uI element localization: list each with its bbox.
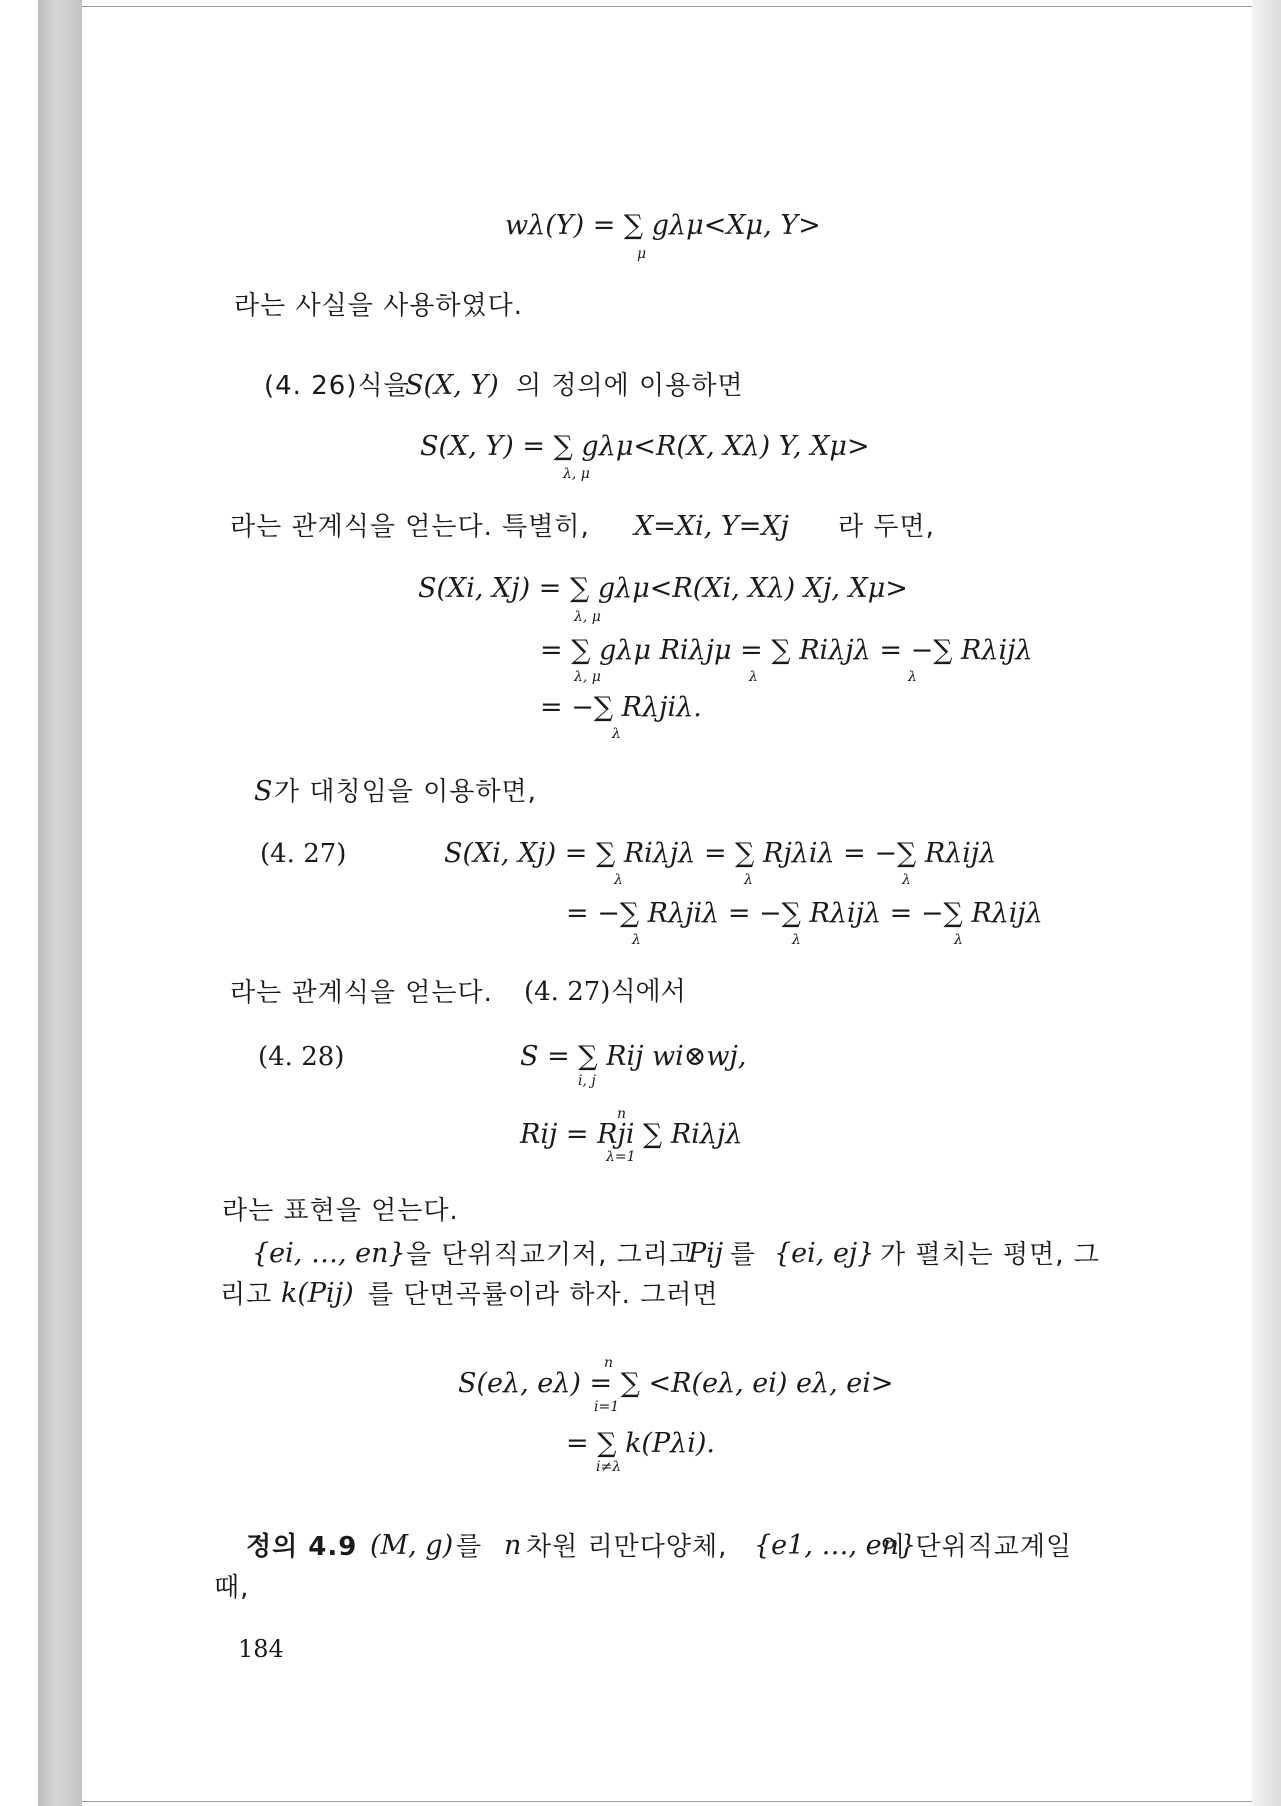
- math-fragment: Pij: [688, 1238, 724, 1269]
- math-fragment: n: [504, 1530, 522, 1561]
- sum-limit: λ, μ: [563, 466, 590, 482]
- sum-limit: λ=1: [606, 1149, 636, 1165]
- sum-limit: i=1: [594, 1399, 620, 1415]
- equation-main: S(X, Y) = ∑ gλμ<R(X, Xλ) Y, Xμ>: [420, 431, 870, 462]
- sum-limit: λ: [744, 872, 753, 888]
- equation-line-2: = ∑ gλμ Riλjμ = ∑ Riλjλ = −∑ Rλijλ: [540, 635, 1033, 666]
- equation-line-1: S(Xi, Xj) = ∑ Riλjλ = ∑ Rjλiλ = −∑ Rλijλ: [444, 838, 997, 869]
- text-fragment: 라는 관계식을 얻는다. 특별히,: [230, 512, 590, 542]
- text-fragment: 차원 리만다양체,: [526, 1532, 728, 1562]
- math-fragment: X=Xi, Y=Xj: [634, 511, 789, 542]
- text-fragment: 를: [456, 1532, 483, 1562]
- equation-line-1: S = ∑ Rij wi⊗wj,: [520, 1041, 747, 1072]
- sum-limit: λ: [954, 932, 963, 948]
- sum-limit: λ: [632, 932, 641, 948]
- text-fragment: 가 펼치는 평면, 그: [880, 1240, 1100, 1270]
- equation-line-1: S(Xi, Xj) = ∑ gλμ<R(Xi, Xλ) Xj, Xμ>: [418, 573, 908, 604]
- equation-label: (4. 28): [258, 1042, 345, 1072]
- text-fragment: 를 단면곡률이라 하자. 그러면: [368, 1280, 719, 1310]
- sum-limit: λ: [908, 669, 917, 685]
- text-line-6: 라는 표현을 얻는다.: [222, 1196, 459, 1226]
- sum-limit: μ: [637, 246, 647, 262]
- equation-line-2: = ∑ k(Pλi).: [566, 1428, 715, 1459]
- sum-limit: λ, μ: [574, 609, 601, 625]
- math-fragment: k(Pij): [281, 1278, 354, 1309]
- sum-limit: λ, μ: [574, 669, 601, 685]
- text-fragment: 이 단위직교계일: [880, 1532, 1073, 1562]
- equation-line-2: = −∑ Rλjiλ = −∑ Rλijλ = −∑ Rλijλ: [566, 898, 1043, 929]
- equation-main: wλ(Y) = ∑ gλμ<Xμ, Y>: [505, 210, 821, 241]
- text-fragment: 라 두면,: [838, 512, 935, 542]
- text-fragment: 라는 관계식을 얻는다.: [230, 978, 493, 1008]
- equation-line-3: = −∑ Rλjiλ.: [540, 692, 702, 723]
- sum-limit: i, j: [578, 1073, 596, 1089]
- sum-limit: λ: [902, 872, 911, 888]
- sum-limit: λ: [792, 932, 801, 948]
- text-fragment: (4. 26)식을: [264, 371, 410, 401]
- text-fragment: 를: [730, 1240, 757, 1270]
- page-edge: [1252, 0, 1281, 1806]
- math-fragment: S(X, Y): [405, 370, 499, 401]
- page-number: 184: [238, 1635, 284, 1663]
- book-spine: [38, 0, 82, 1806]
- sum-upper-limit: n: [617, 1106, 627, 1122]
- sum-limit: λ: [749, 669, 758, 685]
- math-fragment: {ei, …, en}: [252, 1238, 406, 1269]
- equation-label: (4. 27): [260, 839, 347, 869]
- sum-limit: λ: [614, 872, 623, 888]
- equation-line-1: S(eλ, eλ) = ∑ <R(eλ, ei) eλ, ei>: [458, 1368, 894, 1399]
- text-fragment: 때,: [214, 1573, 250, 1603]
- math-fragment: S: [254, 776, 273, 807]
- sum-limit: λ: [612, 726, 621, 742]
- text-fragment: (4. 27)식에서: [524, 977, 686, 1007]
- text-fragment: 리고: [220, 1280, 273, 1310]
- text-fragment: 가 대칭임을 이용하면,: [274, 777, 537, 807]
- math-fragment: (M, g): [370, 1530, 454, 1561]
- sum-limit: i≠λ: [596, 1459, 622, 1475]
- math-fragment: {e1, …, en}: [754, 1530, 917, 1561]
- text-fragment: 의 정의에 이용하면: [516, 371, 744, 401]
- text-fragment: 을 단위직교기저, 그리고: [406, 1240, 695, 1270]
- definition-label: 정의 4.9: [246, 1532, 358, 1562]
- text-line-1: 라는 사실을 사용하였다.: [234, 291, 523, 321]
- math-fragment: {ei, ej}: [774, 1238, 875, 1269]
- sum-upper-limit: n: [604, 1355, 614, 1371]
- equation-line-2: Rij = Rji ∑ Riλjλ: [520, 1119, 743, 1150]
